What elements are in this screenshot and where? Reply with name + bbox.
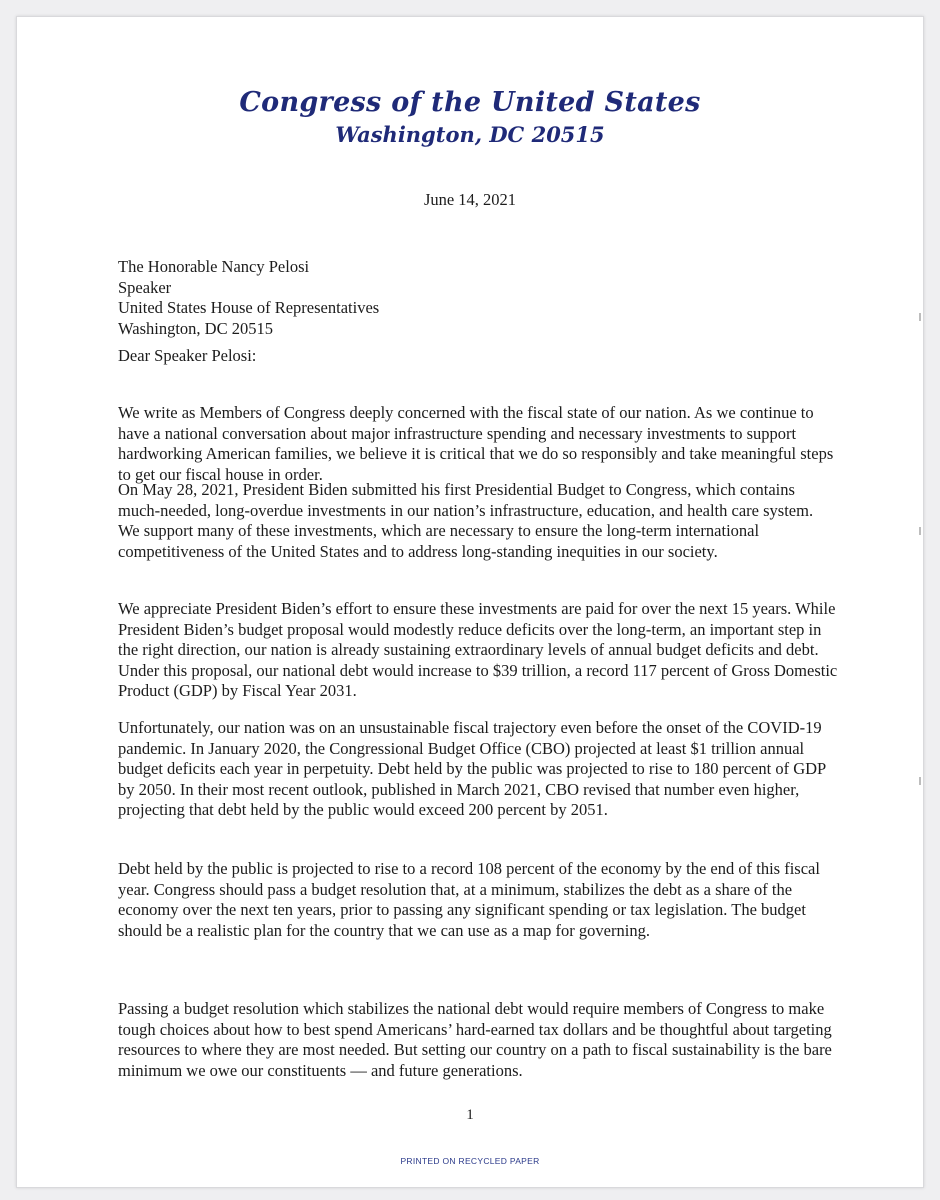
paragraph: We appreciate President Biden’s effort to ensure these investments are paid for over the next 15 years. While President Biden’s budget proposal would modestly reduce deficits over the long-term, an important step in the right direction, our nation is already sustaining extraordinary levels of annual budget deficits and debt. Under this proposal, our national debt would increase to $39 trillion, a record 117 percent of Gross Domestic Product (GDP) by Fiscal Year 2031. [118,599,838,701]
paragraph: We write as Members of Congress deeply concerned with the fiscal state of our nation. As we continue to have a national conversation about major infrastructure spending and necessary investments to support hardworking American families, we believe it is critical that we do so responsibly and take meaningful steps to get our fiscal house in order. [118,403,834,484]
letter-date: June 14, 2021 [423,190,517,209]
recipient-name: The Honorable Nancy Pelosi [118,257,310,276]
recipient-city: Washington, DC 20515 [118,318,273,338]
paragraph: Unfortunately, our nation was on an unsustainable fiscal trajectory even before the onset of the COVID-19 pandemic. In January 2020, the Congressional Budget Office (CBO) projected at least $1 trillion annual budget deficits each year in perpetuity. Debt held by the public was projected to rise to 180 percent of GDP by 2050. In their most recent outlook, published in March 2021, CBO revised that number even higher, projecting that debt held by the public would exceed 200 percent by 2051. [118,718,826,820]
paragraph: Passing a budget resolution which stabilizes the national debt would require members of Congress to make tough choices about how to best spend Americans’ hard-earned tax dollars and be thoughtful about targeting resources to where they are most needed. But setting our country on a path to fiscal sustainability is the bare minimum we owe our constituents — and future generations. [118,999,832,1080]
letter-page [16,16,924,1188]
recipient-address [118,257,838,339]
letterhead-title: Congress of the United States [239,87,701,118]
letterhead [17,87,923,149]
scan-mark [919,313,921,321]
scan-mark [919,527,921,535]
letterhead-address: Washington, DC 20515 [335,122,605,147]
recycled-paper-footer: PRINTED ON RECYCLED PAPER [400,1156,540,1166]
paragraph: Debt held by the public is projected to rise to a record 108 percent of the economy by the end of this fiscal year. Congress should pass a budget resolution that, at a minimum, stabilizes the debt as a share of the economy over the next ten years, prior to passing any significant spending or tax legislation. The budget should be a realistic plan for the country that we can use as a map for governing. [118,859,820,940]
salutation: Dear Speaker Pelosi: [118,346,257,365]
paragraph: On May 28, 2021, President Biden submitted his first Presidential Budget to Congress, which contains much-needed, long-overdue investments in our nation’s infrastructure, education, and health care system. We support many of these investments, which are necessary to ensure the long-term international competitiveness of the United States and to address long-standing inequities in our society. [118,480,814,561]
page-number: 1 [466,1107,474,1123]
recipient-organization: United States House of Representatives [118,298,380,318]
scan-mark [919,777,921,785]
recipient-title: Speaker [118,277,172,297]
